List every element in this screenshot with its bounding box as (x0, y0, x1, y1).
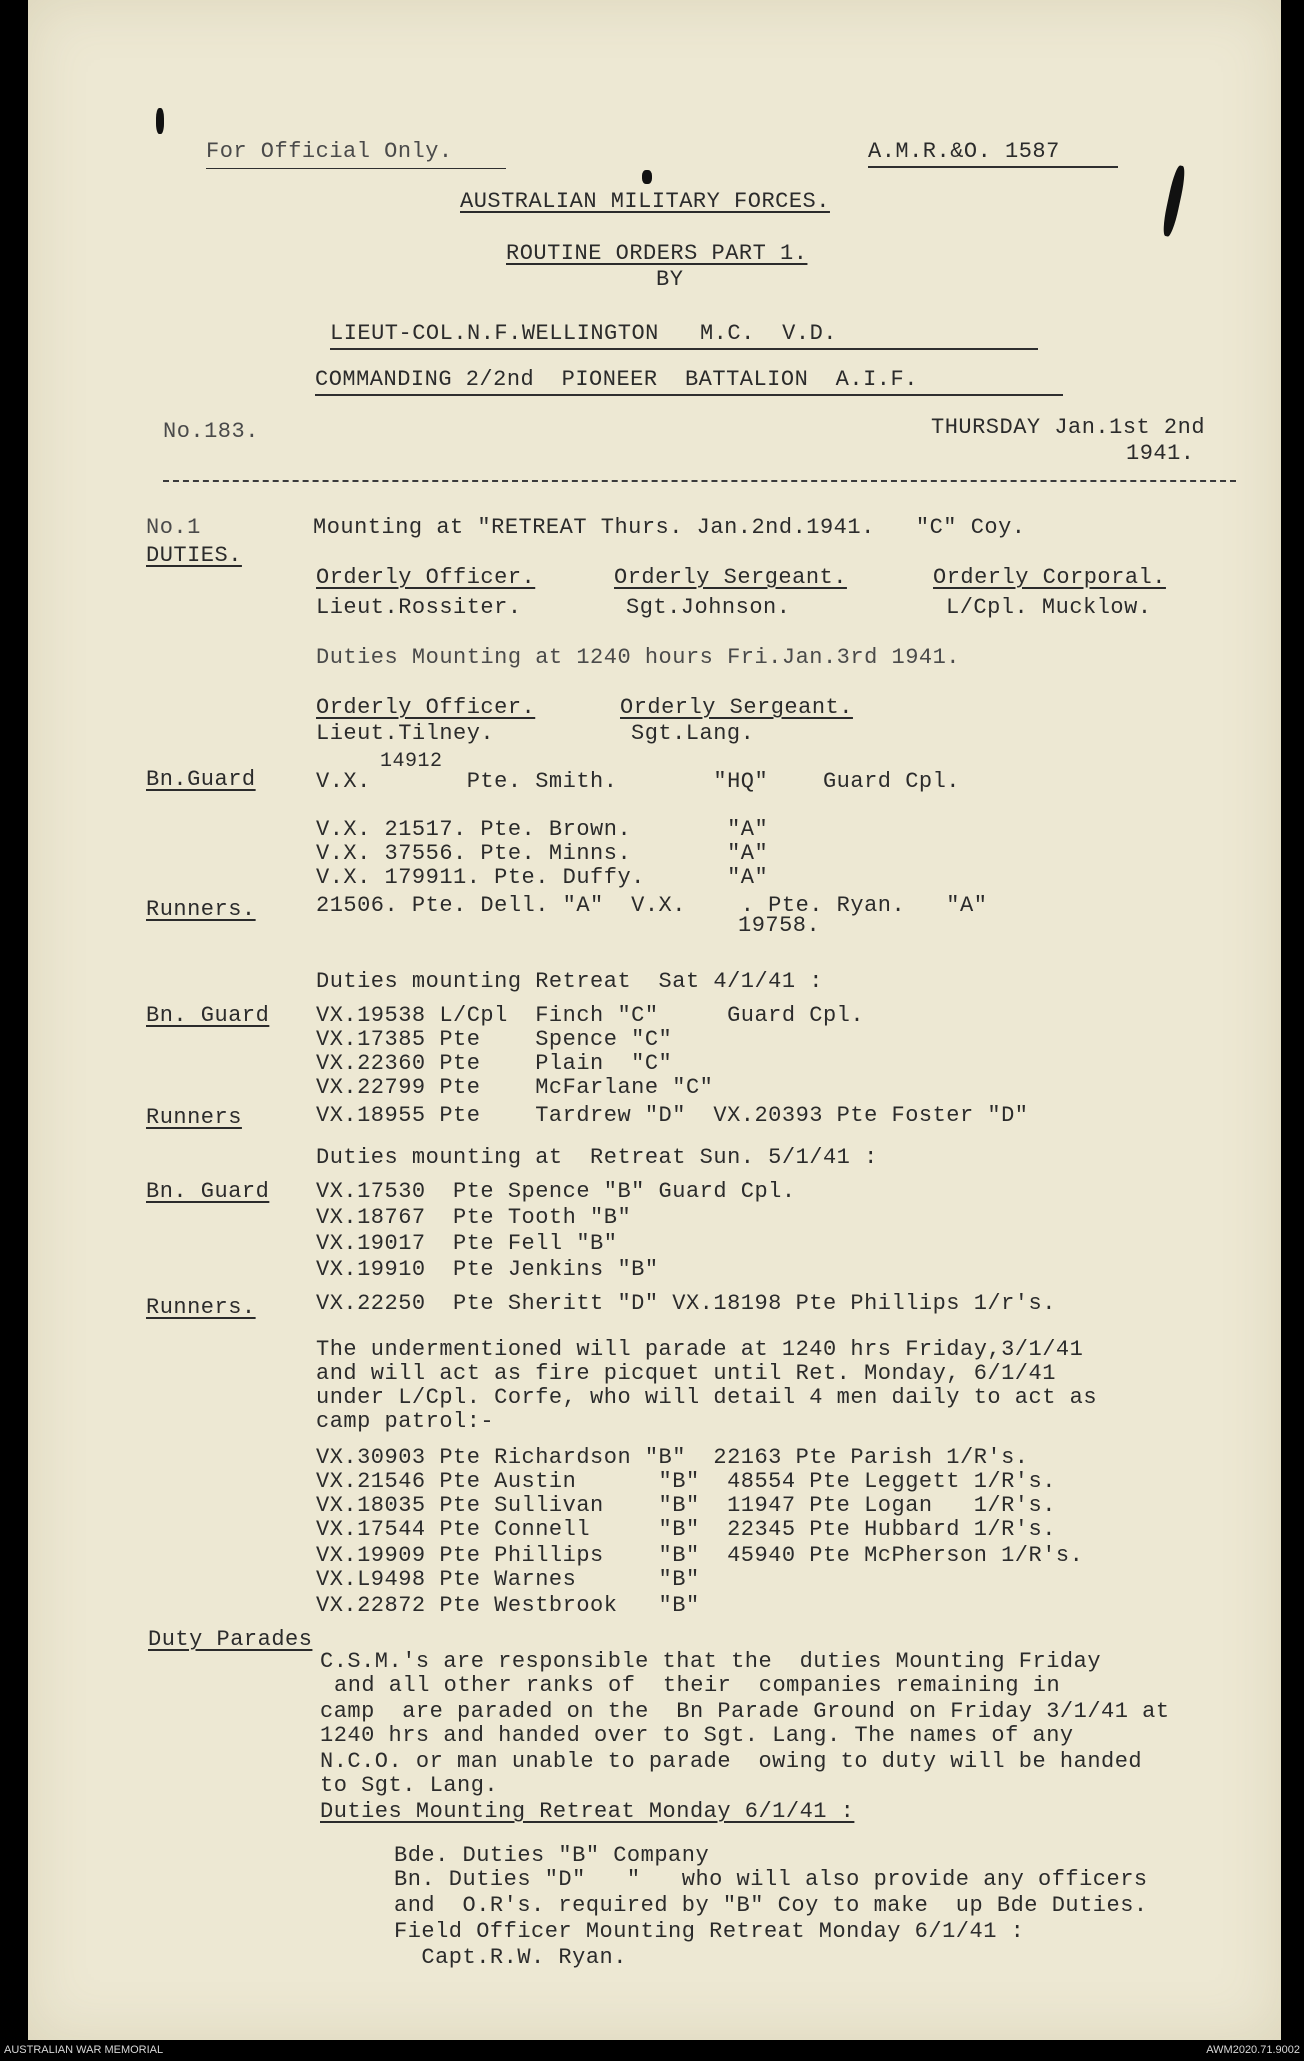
section-number: No.1 (146, 515, 201, 540)
footer-institution: AUSTRALIAN WAR MEMORIAL (4, 2044, 164, 2056)
by-label: BY (656, 267, 684, 292)
unit-underline (315, 394, 1063, 396)
header-divider (163, 480, 1236, 482)
orderly-sergeant: Sgt.Johnson. (626, 595, 791, 620)
guard-row: VX.22799 Pte McFarlane "C" (316, 1075, 714, 1100)
picquet-text: and will act as fire picquet until Ret. Monday, 6/1/41 (316, 1361, 1056, 1386)
parades-text: camp are paraded on the Bn Parade Ground on Friday 3/1/41 at (320, 1699, 1170, 1724)
commander-underline (330, 348, 1038, 350)
guard-row: VX.19910 Pte Jenkins "B" (316, 1257, 659, 1282)
commander-name: LIEUT-COL.N.F.WELLINGTON M.C. V.D. (330, 321, 837, 346)
order-reference: A.M.R.&O. 1587 (868, 139, 1060, 164)
guard-row: V.X. 21517. Pte. Brown. "A" (316, 817, 769, 842)
guard-row: VX.17530 Pte Spence "B" Guard Cpl. (316, 1179, 796, 1204)
guard-row: VX.22360 Pte Plain "C" (316, 1051, 673, 1076)
parades-text: 1240 hrs and handed over to Sgt. Lang. The names of any (320, 1723, 1074, 1748)
orderly-officer: Lieut.Rossiter. (316, 595, 522, 620)
guard-cpl-number: 14912 (380, 750, 443, 773)
guard-row: VX.17385 Pte Spence "C" (316, 1027, 673, 1052)
picquet-row: VX.30903 Pte Richardson "B" 22163 Pte Parish 1/R's. (316, 1445, 1029, 1470)
mounting-line: Mounting at "RETREAT Thurs. Jan.2nd.1941. "C" Coy. (313, 515, 1026, 540)
runner-number: 19758. (738, 913, 821, 938)
parades-text: and all other ranks of their companies remaining in (334, 1673, 1061, 1698)
order-year: 1941. (1126, 441, 1195, 466)
parades-text: C.S.M.'s are responsible that the duties Mounting Friday (320, 1649, 1102, 1674)
guard-row: VX.19538 L/Cpl Finch "C" Guard Cpl. (316, 1003, 865, 1028)
orderly-corporal-heading: Orderly Corporal. (933, 565, 1166, 590)
orderly-officer-heading: Orderly Officer. (316, 565, 536, 590)
picquet-row: VX.19909 Pte Phillips "B" 45940 Pte McPherson 1/R's. (316, 1543, 1084, 1568)
orderly-sergeant-heading-2: Orderly Sergeant. (620, 695, 853, 720)
orderly-officer-2: Lieut.Tilney. (316, 721, 495, 746)
parades-text: to Sgt. Lang. (320, 1773, 499, 1798)
picquet-text: under L/Cpl. Corfe, who will detail 4 men daily to act as (316, 1385, 1098, 1410)
orderly-corporal: L/Cpl. Mucklow. (946, 595, 1152, 620)
forces-title: AUSTRALIAN MILITARY FORCES. (460, 189, 830, 214)
runners-label: Runners. (146, 897, 256, 922)
monday-heading: Duties Mounting Retreat Monday 6/1/41 : (320, 1799, 855, 1824)
section-title: DUTIES. (146, 543, 242, 568)
monday-line: Capt.R.W. Ryan. (394, 1945, 627, 1970)
picquet-row: VX.17544 Pte Connell "B" 22345 Pte Hubbard 1/R's. (316, 1517, 1056, 1542)
picquet-row: VX.21546 Pte Austin "B" 48554 Pte Leggett 1/R's. (316, 1469, 1056, 1494)
footer-accession-id: AWM2020.71.9002 (1206, 2044, 1300, 2056)
guard-row: VX.18767 Pte Tooth "B" (316, 1205, 632, 1230)
saturday-heading: Duties mounting Retreat Sat 4/1/41 : (316, 969, 823, 994)
orderly-sergeant-2: Sgt.Lang. (631, 721, 755, 746)
picquet-row: VX.L9498 Pte Warnes "B" (316, 1567, 700, 1592)
runners-line: 21506. Pte. Dell. "A" V.X. . Pte. Ryan. "A" (316, 893, 988, 918)
orderly-officer-heading-2: Orderly Officer. (316, 695, 536, 720)
picquet-row: VX.22872 Pte Westbrook "B" (316, 1593, 700, 1618)
runners-label: Runners (146, 1105, 242, 1130)
monday-line: and O.R's. required by "B" Coy to make up Bde Duties. (394, 1893, 1148, 1918)
monday-line: Bn. Duties "D" " who will also provide any officers (394, 1867, 1148, 1892)
monday-line: Field Officer Mounting Retreat Monday 6/1/41 : (394, 1919, 1025, 1944)
bn-guard-label: Bn.Guard (146, 767, 256, 792)
picquet-text: camp patrol:- (316, 1409, 495, 1434)
guard-row: V.X. 179911. Pte. Duffy. "A" (316, 865, 769, 890)
official-marking: For Official Only. (206, 139, 453, 164)
order-number: No.183. (163, 419, 259, 444)
orders-title: ROUTINE ORDERS PART 1. (506, 241, 808, 266)
duty-parades-title: Duty Parades (148, 1627, 313, 1652)
runners-line: VX.22250 Pte Sheritt "D" VX.18198 Pte Phillips 1/r's. (316, 1291, 1056, 1316)
ink-mark-top (642, 170, 652, 184)
unit-name: COMMANDING 2/2nd PIONEER BATTALION A.I.F. (315, 367, 918, 392)
runners-line: VX.18955 Pte Tardrew "D" VX.20393 Pte Foster "D" (316, 1103, 1029, 1128)
ink-mark-left (156, 108, 164, 134)
mounting-line-2: Duties Mounting at 1240 hours Fri.Jan.3rd 1941. (316, 645, 961, 670)
guard-row: VX.19017 Pte Fell "B" (316, 1231, 618, 1256)
runners-label: Runners. (146, 1295, 256, 1320)
picquet-row: VX.18035 Pte Sullivan "B" 11947 Pte Logan 1/R's. (316, 1493, 1056, 1518)
bn-guard-label: Bn. Guard (146, 1003, 270, 1028)
guard-row: V.X. 37556. Pte. Minns. "A" (316, 841, 769, 866)
orderly-sergeant-heading: Orderly Sergeant. (614, 565, 847, 590)
archive-footer (0, 2040, 1304, 2061)
guard-row: V.X. Pte. Smith. "HQ" Guard Cpl. (316, 769, 961, 794)
monday-line: Bde. Duties "B" Company (394, 1843, 710, 1868)
reference-underline (868, 166, 1118, 168)
order-date: THURSDAY Jan.1st 2nd (931, 415, 1206, 440)
document-page (28, 0, 1281, 2040)
picquet-text: The undermentioned will parade at 1240 hrs Friday,3/1/41 (316, 1337, 1084, 1362)
bn-guard-label: Bn. Guard (146, 1179, 270, 1204)
parades-text: N.C.O. or man unable to parade owing to duty will be handed (320, 1749, 1143, 1774)
ink-mark-right (1161, 165, 1188, 238)
sunday-heading: Duties mounting at Retreat Sun. 5/1/41 : (316, 1145, 878, 1170)
official-underline (206, 168, 506, 169)
